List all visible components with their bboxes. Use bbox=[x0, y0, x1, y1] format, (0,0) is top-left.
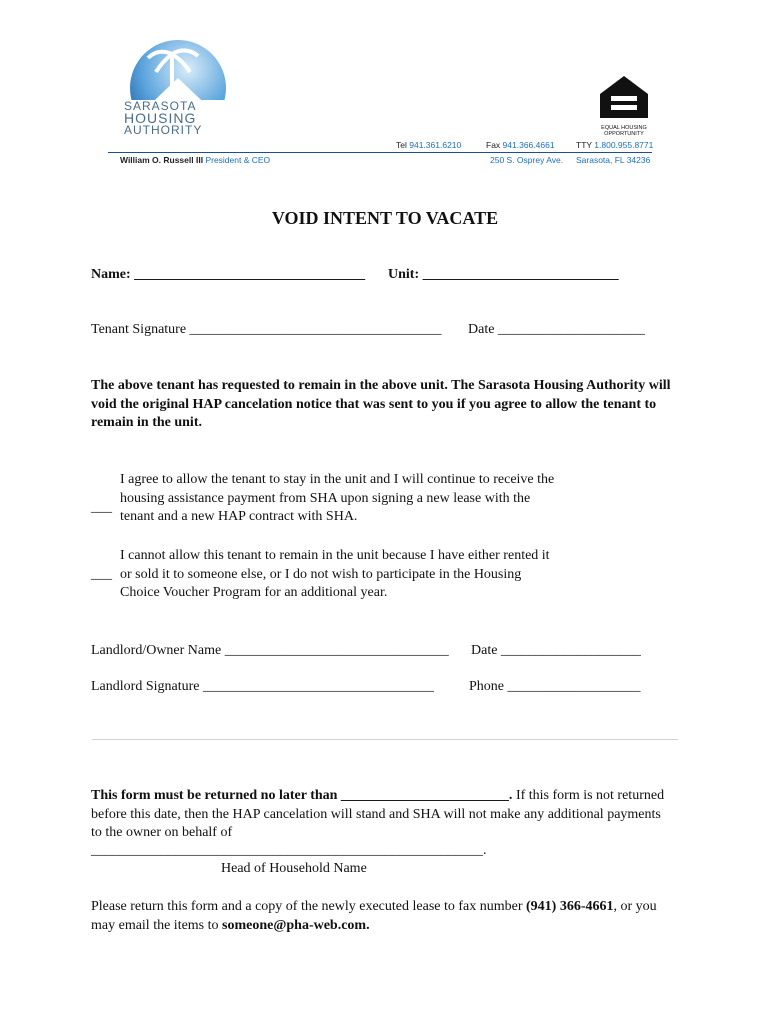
equal-housing-icon: EQUAL HOUSING OPPORTUNITY bbox=[596, 74, 652, 134]
option-decline-checkbox[interactable]: ___ bbox=[91, 567, 112, 582]
deadline-field[interactable]: This form must be returned no later than ________________________. bbox=[91, 788, 513, 803]
email-address[interactable]: someone@pha-web.com. bbox=[222, 917, 370, 933]
section-divider bbox=[92, 739, 678, 740]
president-line: William O. Russell III President & CEO bbox=[120, 155, 271, 165]
tenant-signature-field[interactable]: Tenant Signature ____________________________________ bbox=[91, 322, 442, 337]
tty-info: TTY 1.800.955.8771 bbox=[576, 140, 654, 150]
return-deadline-paragraph: This form must be returned no later than ________________________. If this form is not returned before this date, then the HAP cancelation will stand and SHA will not make any additional payments to the owner on behalf of bbox=[91, 788, 665, 840]
name-field[interactable]: Name: _________________________________ bbox=[91, 267, 366, 282]
street-address: 250 S. Osprey Ave. bbox=[490, 155, 564, 165]
org-name: SARASOTA HOUSING AUTHORITY bbox=[124, 99, 203, 137]
page-title: VOID INTENT TO VACATE bbox=[271, 208, 499, 228]
tel-info: Tel 941.361.6210 bbox=[396, 140, 462, 150]
landlord-signature-field[interactable]: Landlord Signature _________________________________ bbox=[91, 679, 434, 694]
head-of-household-field[interactable]: ________________________________________________________. bbox=[91, 843, 487, 858]
city-address: Sarasota, FL 34236 bbox=[576, 155, 651, 165]
landlord-name-field[interactable]: Landlord/Owner Name ________________________________ bbox=[91, 643, 449, 658]
fax-info: Fax 941.366.4661 bbox=[486, 140, 555, 150]
fax-number: (941) 366-4661 bbox=[526, 899, 614, 914]
landlord-phone-field[interactable]: Phone ___________________ bbox=[469, 679, 641, 694]
option-agree-text: I agree to allow the tenant to stay in the unit and I will continue to receive the housing assistance payment from SHA upon signing a new lease with the tenant and a new HAP contract with SHA. bbox=[120, 472, 555, 524]
landlord-date-field[interactable]: Date ____________________ bbox=[471, 643, 641, 658]
option-agree-checkbox[interactable]: ___ bbox=[91, 500, 112, 515]
header-rule bbox=[108, 152, 652, 153]
tenant-date-field[interactable]: Date _____________________ bbox=[468, 322, 645, 337]
return-instructions: Please return this form and a copy of the newly executed lease to fax number (941) 366-4661, or you may email the items to someone@pha-web.com. bbox=[91, 899, 657, 933]
notice-paragraph: The above tenant has requested to remain in the above unit. The Sarasota Housing Authority will void the original HAP cancelation notice that was sent to you if you agree to allow the tenant to remain in the unit. bbox=[91, 378, 671, 430]
head-of-household-label: Head of Household Name bbox=[221, 861, 367, 876]
option-decline-text: I cannot allow this tenant to remain in the unit because I have either rented it or sold it to someone else, or I do not wish to participate in the Housing Choice Voucher Program for an additional year. bbox=[120, 548, 550, 600]
unit-field[interactable]: Unit: ____________________________ bbox=[388, 267, 619, 282]
